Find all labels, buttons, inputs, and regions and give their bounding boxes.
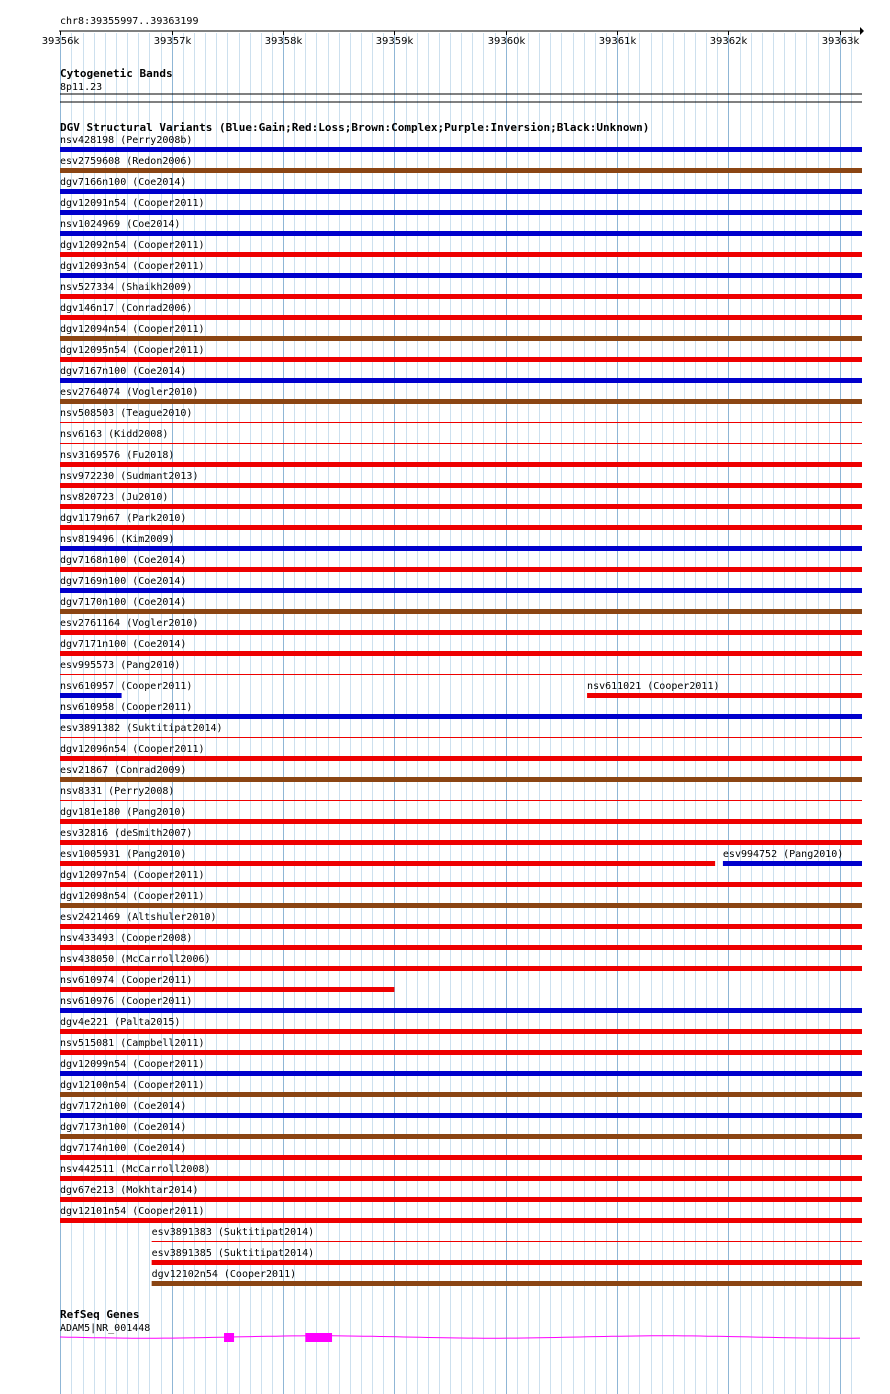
dgv-feature-label: esv3891385 (Suktitipat2014) <box>151 1248 315 1259</box>
dgv-feature-bar[interactable] <box>60 462 862 467</box>
dgv-feature-bar[interactable] <box>60 546 862 551</box>
dgv-feature-label: nsv611021 (Cooper2011) <box>587 681 720 692</box>
dgv-feature-bar[interactable] <box>60 294 862 299</box>
dgv-feature-label: dgv7168n100 (Coe2014) <box>60 555 187 566</box>
dgv-feature-label: nsv527334 (Shaikh2009) <box>60 282 193 293</box>
dgv-feature-label: esv2761164 (Vogler2010) <box>60 618 199 629</box>
locus-label: chr8:39355997..39363199 <box>60 16 199 27</box>
dgv-feature-bar[interactable] <box>723 861 862 866</box>
dgv-feature-label: esv21867 (Conrad2009) <box>60 765 187 776</box>
dgv-feature-label: nsv610958 (Cooper2011) <box>60 702 193 713</box>
dgv-feature-bar[interactable] <box>60 1155 862 1160</box>
dgv-feature-bar[interactable] <box>60 987 394 992</box>
dgv-feature-bar[interactable] <box>60 609 862 614</box>
dgv-feature-bar[interactable] <box>60 1050 862 1055</box>
dgv-feature-label: dgv12102n54 (Cooper2011) <box>151 1269 297 1280</box>
dgv-feature-bar[interactable] <box>60 357 862 362</box>
dgv-feature-label: dgv7173n100 (Coe2014) <box>60 1122 187 1133</box>
dgv-feature-label: nsv610957 (Cooper2011) <box>60 681 193 692</box>
dgv-feature-bar[interactable] <box>60 483 862 488</box>
dgv-feature-label: dgv146n17 (Conrad2006) <box>60 303 193 314</box>
dgv-feature-bar[interactable] <box>60 1113 862 1118</box>
dgv-feature-bar[interactable] <box>60 651 862 656</box>
dgv-feature-bar[interactable] <box>60 399 862 404</box>
dgv-feature-bar[interactable] <box>60 1029 862 1034</box>
dgv-feature-label: esv2759608 (Redon2006) <box>60 156 193 167</box>
dgv-feature-bar[interactable] <box>60 189 862 194</box>
dgv-feature-label: nsv610976 (Cooper2011) <box>60 996 193 1007</box>
ruler-tick-label: 39358k <box>264 36 303 47</box>
dgv-feature-bar[interactable] <box>60 777 862 782</box>
dgv-feature-bar[interactable] <box>60 714 862 719</box>
dgv-feature-label: dgv12096n54 (Cooper2011) <box>60 744 205 755</box>
dgv-feature-label: nsv442511 (McCarroll2008) <box>60 1164 211 1175</box>
dgv-feature-bar[interactable] <box>60 315 862 320</box>
dgv-feature-bar[interactable] <box>60 588 862 593</box>
dgv-feature-label: dgv7170n100 (Coe2014) <box>60 597 187 608</box>
dgv-feature-bar[interactable] <box>60 1071 862 1076</box>
dgv-feature-bar[interactable] <box>60 693 122 698</box>
dgv-feature-bar[interactable] <box>60 231 862 236</box>
dgv-feature-label: dgv12100n54 (Cooper2011) <box>60 1080 205 1091</box>
dgv-feature-bar[interactable] <box>60 1176 862 1181</box>
dgv-feature-label: esv3891383 (Suktitipat2014) <box>151 1227 315 1238</box>
dgv-feature-label: dgv12093n54 (Cooper2011) <box>60 261 205 272</box>
dgv-feature[interactable] <box>723 849 862 866</box>
dgv-feature-bar[interactable] <box>60 903 862 908</box>
dgv-feature-bar[interactable] <box>60 1092 862 1097</box>
dgv-feature-bar[interactable] <box>152 1260 862 1265</box>
dgv-feature-label: dgv181e180 (Pang2010) <box>60 807 187 818</box>
refseq-exon[interactable] <box>305 1333 332 1342</box>
dgv-feature-label: nsv515081 (Campbell2011) <box>60 1038 205 1049</box>
dgv-feature-bar[interactable] <box>60 210 862 215</box>
dgv-feature-bar[interactable] <box>60 567 862 572</box>
dgv-feature-label: esv3891382 (Suktitipat2014) <box>60 723 223 734</box>
dgv-feature-bar[interactable] <box>60 273 862 278</box>
dgv-feature-bar[interactable] <box>60 674 862 675</box>
dgv-feature-bar[interactable] <box>60 861 715 866</box>
dgv-feature-bar[interactable] <box>60 378 862 383</box>
dgv-feature-bar[interactable] <box>60 525 862 530</box>
dgv-feature-bar[interactable] <box>60 737 862 738</box>
dgv-feature-label: dgv7171n100 (Coe2014) <box>60 639 187 650</box>
ruler-tick-label: 39362k <box>709 36 748 47</box>
dgv-feature-bar[interactable] <box>60 882 862 887</box>
dgv-feature-label: dgv12091n54 (Cooper2011) <box>60 198 205 209</box>
dgv-feature-bar[interactable] <box>60 1008 862 1013</box>
dgv-feature-bar[interactable] <box>60 945 862 950</box>
ruler-tick-label: 39356k <box>41 36 80 47</box>
dgv-feature-bar[interactable] <box>60 443 862 444</box>
dgv-feature-label: nsv820723 (Ju2010) <box>60 492 169 503</box>
dgv-feature-bar[interactable] <box>60 840 862 845</box>
dgv-feature-label: nsv6163 (Kidd2008) <box>60 429 169 440</box>
dgv-feature-label: esv2764074 (Vogler2010) <box>60 387 199 398</box>
dgv-feature-bar[interactable] <box>60 819 862 824</box>
dgv-feature-bar[interactable] <box>152 1241 862 1242</box>
refseq-gene-label: ADAM5|NR_001448 <box>60 1323 151 1334</box>
ruler-tick-label: 39357k <box>153 36 192 47</box>
dgv-feature-label: esv1005931 (Pang2010) <box>60 849 187 860</box>
dgv-feature-label: nsv3169576 (Fu2018) <box>60 450 175 461</box>
dgv-title: DGV Structural Variants (Blue:Gain;Red:Loss;Brown:Complex;Purple:Inversion;Black:Unknown) <box>60 121 650 134</box>
dgv-feature-label: nsv972230 (Sudmant2013) <box>60 471 199 482</box>
dgv-feature-bar[interactable] <box>60 147 862 152</box>
dgv-feature-bar[interactable] <box>60 966 862 971</box>
dgv-feature-label: dgv12095n54 (Cooper2011) <box>60 345 205 356</box>
ruler-tick-label: 39363k <box>821 36 860 47</box>
dgv-feature-label: dgv7174n100 (Coe2014) <box>60 1143 187 1154</box>
dgv-feature-label: dgv7167n100 (Coe2014) <box>60 366 187 377</box>
dgv-feature-bar[interactable] <box>60 336 862 341</box>
ruler-tick-label: 39359k <box>375 36 414 47</box>
refseq-title: RefSeq Genes <box>60 1308 140 1321</box>
dgv-feature-bar[interactable] <box>587 693 862 698</box>
dgv-feature-label: esv32816 (deSmith2007) <box>60 828 193 839</box>
dgv-feature-label: dgv1179n67 (Park2010) <box>60 513 187 524</box>
dgv-feature-bar[interactable] <box>60 924 862 929</box>
dgv-feature-label: nsv433493 (Cooper2008) <box>60 933 193 944</box>
refseq-exon[interactable] <box>224 1333 234 1342</box>
dgv-feature-bar[interactable] <box>60 252 862 257</box>
dgv-feature-bar[interactable] <box>60 422 862 423</box>
dgv-feature-bar[interactable] <box>60 168 862 173</box>
dgv-feature-label: nsv438050 (McCarroll2006) <box>60 954 211 965</box>
dgv-feature-label: nsv428198 (Perry2008b) <box>60 135 193 146</box>
dgv-feature-bar[interactable] <box>60 800 862 801</box>
dgv-feature-label: dgv67e213 (Mokhtar2014) <box>60 1185 199 1196</box>
dgv-feature-label: dgv7169n100 (Coe2014) <box>60 576 187 587</box>
dgv-feature-label: dgv7172n100 (Coe2014) <box>60 1101 187 1112</box>
dgv-feature-bar[interactable] <box>60 504 862 509</box>
dgv-feature-bar[interactable] <box>60 630 862 635</box>
dgv-feature-bar[interactable] <box>60 1218 862 1223</box>
dgv-feature-label: nsv610974 (Cooper2011) <box>60 975 193 986</box>
dgv-feature-label: dgv12092n54 (Cooper2011) <box>60 240 205 251</box>
dgv-feature-label: dgv4e221 (Palta2015) <box>60 1017 181 1028</box>
dgv-feature-bar[interactable] <box>152 1281 862 1286</box>
dgv-feature-label: nsv8331 (Perry2008) <box>60 786 175 797</box>
dgv-feature-label: nsv508503 (Teague2010) <box>60 408 193 419</box>
dgv-feature-bar[interactable] <box>60 1197 862 1202</box>
dgv-feature-label: esv995573 (Pang2010) <box>60 660 181 671</box>
dgv-feature-label: dgv12097n54 (Cooper2011) <box>60 870 205 881</box>
dgv-feature-label: dgv7166n100 (Coe2014) <box>60 177 187 188</box>
dgv-feature-label: dgv12098n54 (Cooper2011) <box>60 891 205 902</box>
cytoband-label: 8p11.23 <box>60 82 103 93</box>
cytoband-title: Cytogenetic Bands <box>60 67 173 80</box>
dgv-feature-label: nsv1024969 (Coe2014) <box>60 219 181 230</box>
dgv-feature-bar[interactable] <box>60 756 862 761</box>
dgv-feature-label: esv994752 (Pang2010) <box>722 849 844 860</box>
dgv-feature-label: esv2421469 (Altshuler2010) <box>60 912 217 923</box>
dgv-feature-label: nsv819496 (Kim2009) <box>60 534 175 545</box>
ruler-tick-label: 39361k <box>598 36 637 47</box>
dgv-feature-label: dgv12094n54 (Cooper2011) <box>60 324 205 335</box>
ruler-tick-label: 39360k <box>487 36 526 47</box>
dgv-feature-bar[interactable] <box>60 1134 862 1139</box>
dgv-feature-label: dgv12101n54 (Cooper2011) <box>60 1206 205 1217</box>
dgv-feature-label: dgv12099n54 (Cooper2011) <box>60 1059 205 1070</box>
